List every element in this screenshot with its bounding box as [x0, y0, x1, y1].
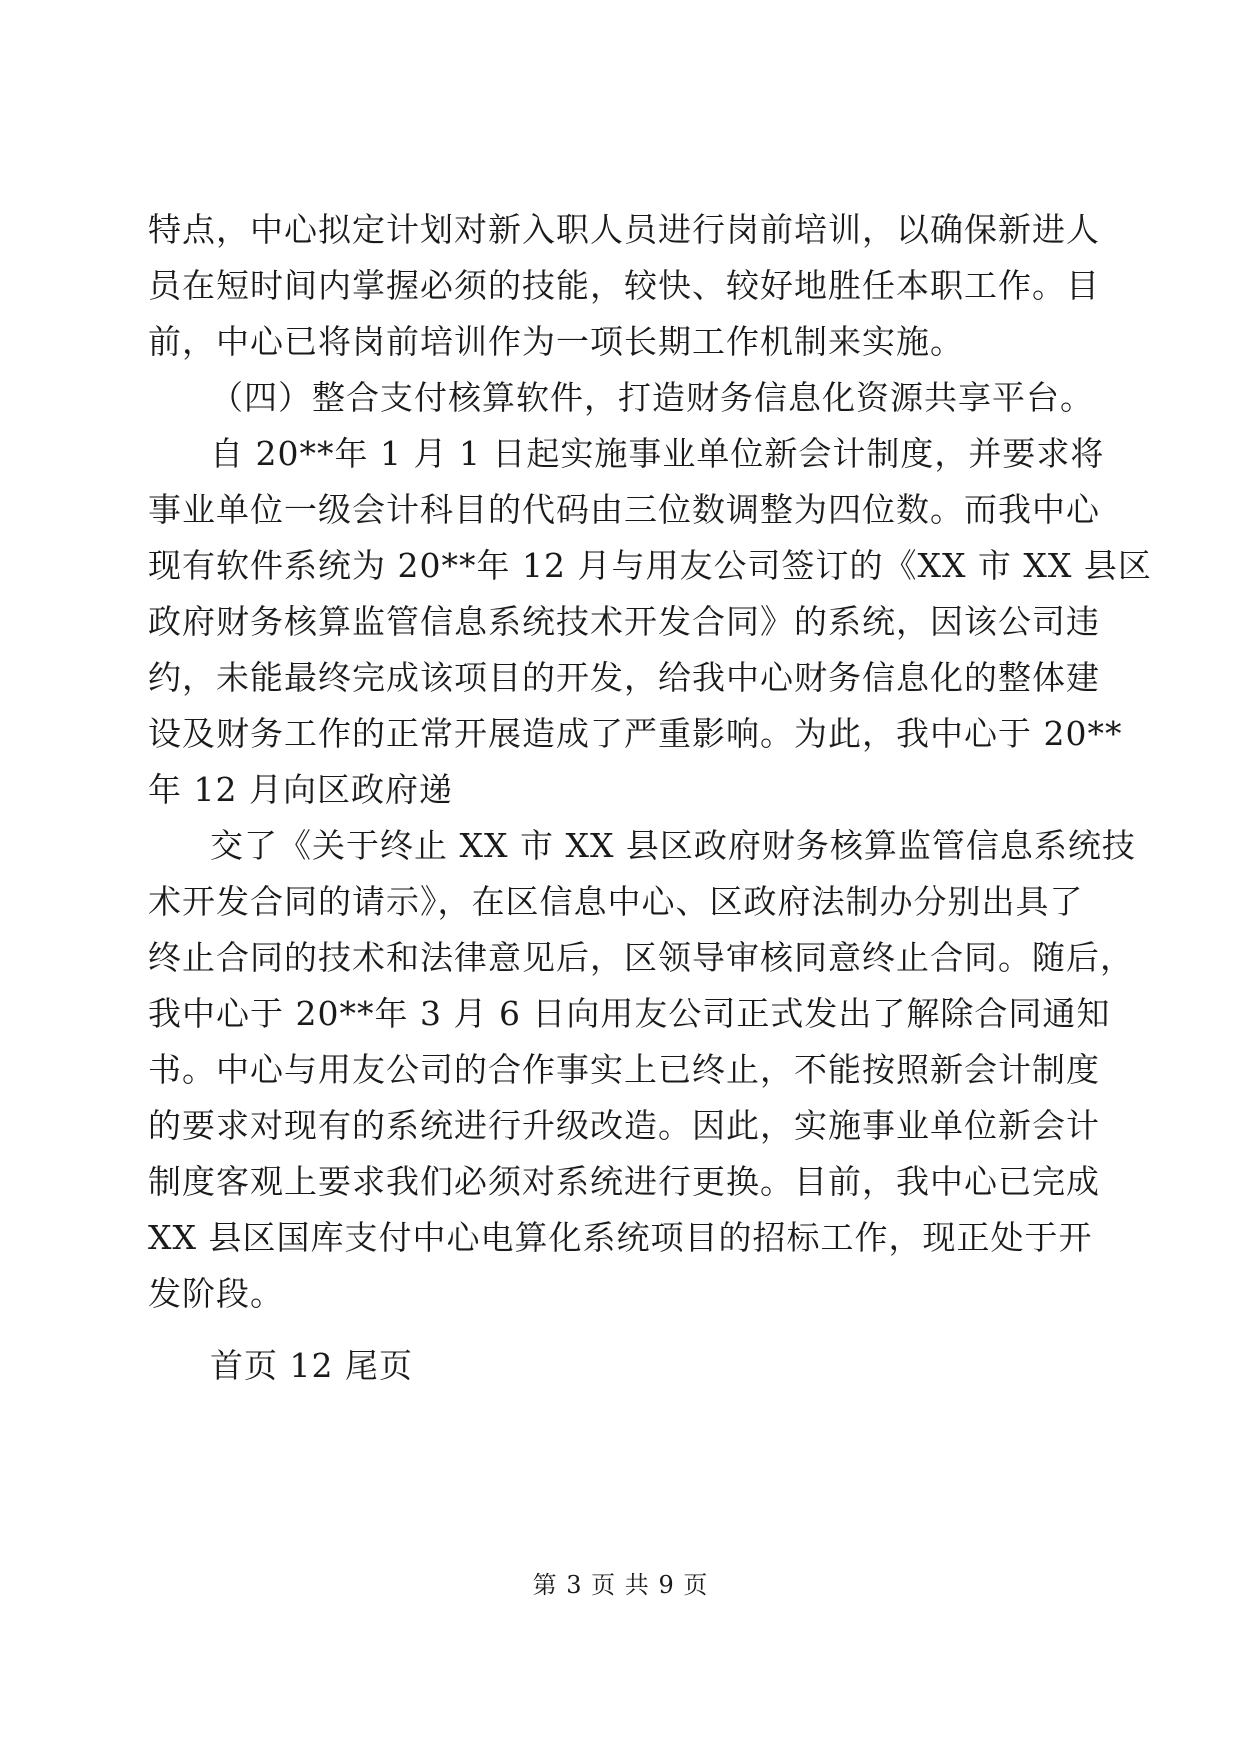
text-line: 年 12 月向区政府递 [148, 770, 453, 809]
page-footer: 第 3 页 共 9 页 [532, 1571, 709, 1599]
text-line: 发阶段。 [148, 1274, 284, 1313]
text-line: 自 20**年 1 月 1 日起实施事业单位新会计制度，并要求将 [210, 434, 1105, 473]
text-line: 的要求对现有的系统进行升级改造。因此，实施事业单位新会计 [148, 1106, 1100, 1145]
section-heading: （四）整合支付核算软件，打造财务信息化资源共享平台。 [210, 378, 1094, 417]
text-line: 政府财务核算监管信息系统技术开发合同》的系统，因该公司违 [148, 602, 1100, 641]
text-line: 术开发合同的请示》，在区信息中心、区政府法制办分别出具了 [148, 882, 1084, 921]
text-line: 特点，中心拟定计划对新入职人员进行岗前培训，以确保新进人 [148, 210, 1100, 249]
text-line: 交了《关于终止 XX 市 XX 县区政府财务核算监管信息系统技 [210, 826, 1136, 865]
text-line: 员在短时间内掌握必须的技能，较快、较好地胜任本职工作。目 [148, 266, 1100, 305]
text-line: XX 县区国库支付中心电算化系统项目的招标工作，现正处于开 [148, 1218, 1093, 1257]
text-line: 约，未能最终完成该项目的开发，给我中心财务信息化的整体建 [148, 658, 1100, 697]
text-line: 制度客观上要求我们必须对系统进行更换。目前，我中心已完成 [148, 1162, 1100, 1201]
text-line: 事业单位一级会计科目的代码由三位数调整为四位数。而我中心 [148, 490, 1100, 529]
text-line: 书。中心与用友公司的合作事实上已终止，不能按照新会计制度 [148, 1050, 1100, 1089]
page-navigation-text: 首页 12 尾页 [210, 1346, 413, 1385]
text-line: 现有软件系统为 20**年 12 月与用友公司签订的《XX 市 XX 县区 [148, 546, 1152, 585]
text-line: 设及财务工作的正常开展造成了严重影响。为此，我中心于 20** [148, 714, 1123, 753]
text-line: 终止合同的技术和法律意见后，区领导审核同意终止合同。随后， [148, 938, 1134, 977]
text-line: 前，中心已将岗前培训作为一项长期工作机制来实施。 [148, 322, 964, 361]
text-line: 我中心于 20**年 3 月 6 日向用友公司正式发出了解除合同通知 [148, 994, 1111, 1033]
